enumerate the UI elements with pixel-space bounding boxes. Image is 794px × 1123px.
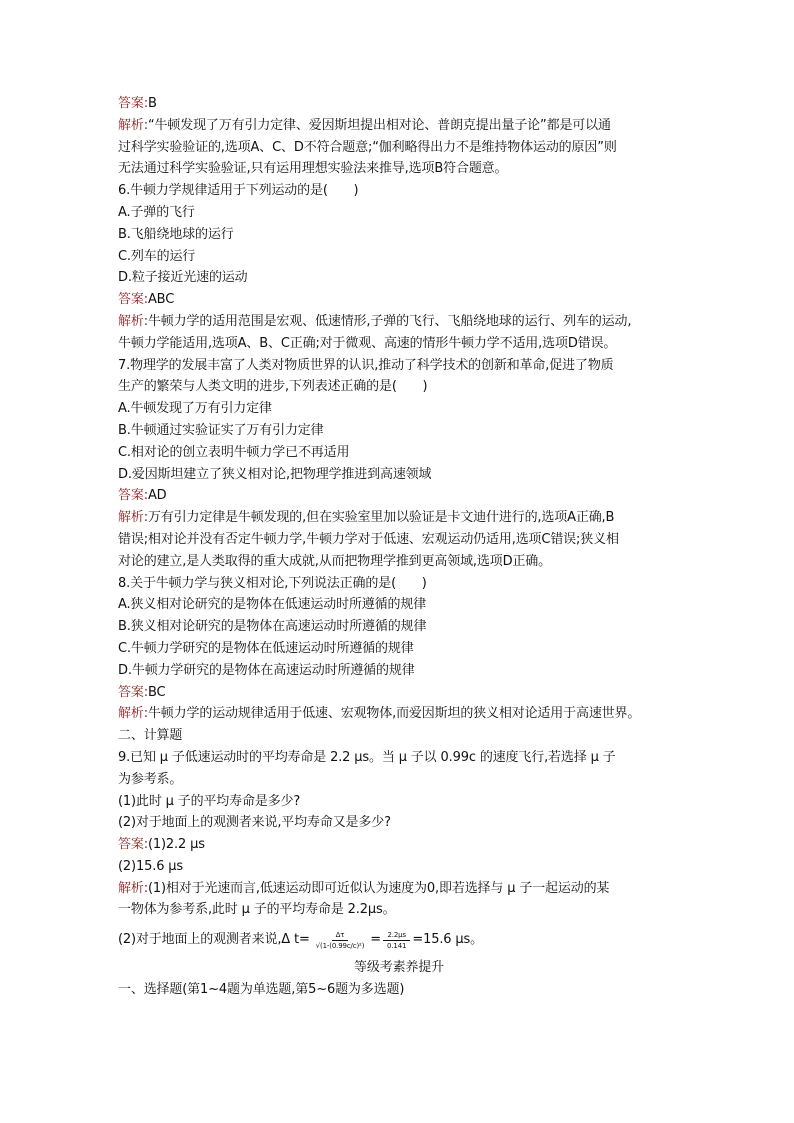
text-line: [118, 529, 680, 551]
analysis-label: 解析:: [118, 313, 148, 329]
text-line: [118, 856, 680, 878]
text-line: [118, 333, 680, 355]
text-line: [118, 246, 680, 268]
line-text: B.飞船绕地球的运行: [118, 226, 234, 242]
analysis-label: 解析:: [118, 706, 148, 722]
text-line: [118, 769, 680, 791]
answer-label: 答案:: [118, 837, 148, 853]
text-line: [118, 398, 680, 420]
text-line: [118, 115, 680, 137]
text-line: [118, 507, 680, 529]
text-line: [118, 464, 680, 486]
text-line: [118, 180, 680, 202]
line-text: (1)相对于光速而言,低速运动即可近似认为速度为0,即若选择与 μ 子一起运动的某: [147, 880, 610, 896]
document-body: [118, 93, 680, 921]
text-line: [118, 594, 680, 616]
formula-lead: (2)对于地面上的观测者来说,Δ t=: [118, 932, 310, 948]
text-line: [118, 638, 680, 660]
formula-line: [118, 923, 680, 957]
text-line: [118, 442, 680, 464]
text-line: [118, 899, 680, 921]
text-line: [118, 137, 680, 159]
text-line: [118, 93, 680, 115]
document-page: [118, 93, 680, 1001]
line-text: C.牛顿力学研究的是物体在低速运动时所遵循的规律: [118, 640, 414, 656]
text-line: [118, 289, 680, 311]
line-text: A.子弹的飞行: [118, 204, 195, 220]
line-text: A.牛顿发现了万有引力定律: [118, 401, 272, 417]
line-text: 无法通过科学实验验证,只有运用理想实验法来推导,选项B符合题意。: [118, 161, 508, 177]
text-line: [118, 616, 680, 638]
line-text: B.狭义相对论研究的是物体在高速运动时所遵循的规律: [118, 619, 427, 635]
formula-equals: =: [370, 932, 382, 948]
text-line: [118, 725, 680, 747]
line-text: 为参考系。: [118, 771, 183, 787]
line-text: C.相对论的创立表明牛顿力学已不再适用: [118, 444, 350, 460]
text-line: [118, 311, 680, 333]
text-line: [118, 878, 680, 900]
line-text: (1)2.2 μs: [147, 837, 205, 853]
line-text: D.粒子接近光速的运动: [118, 270, 248, 286]
line-text: B.牛顿通过实验证实了万有引力定律: [118, 422, 324, 438]
section-heading: 一、选择题(第1~4题为单选题,第5~6题为多选题): [118, 982, 405, 998]
formula-fraction-1: [312, 930, 369, 951]
line-text: D.牛顿力学研究的是物体在高速运动时所遵循的规律: [118, 662, 415, 678]
analysis-label: 解析:: [118, 510, 148, 526]
line-text: A.狭义相对论研究的是物体在低速运动时所遵循的规律: [118, 597, 427, 613]
formula-denominator-2: 0.141: [387, 941, 407, 950]
text-line: [118, 224, 680, 246]
line-text: BC: [147, 684, 166, 700]
line-text: 牛顿力学能适用,选项A、B、C正确;对于微观、高速的情形牛顿力学不适用,选项D错误。: [118, 335, 617, 351]
text-line: [118, 485, 680, 507]
line-text: 8.关于牛顿力学与狭义相对论,下列说法正确的是( ): [118, 575, 427, 591]
answer-label: 答案:: [118, 684, 148, 700]
analysis-label: 解析:: [118, 880, 148, 896]
line-text: (1)此时 μ 子的平均寿命是多少?: [118, 793, 301, 809]
formula-denominator-1: √(1-(0.99c/c)²): [315, 941, 365, 950]
answer-label: 答案:: [118, 292, 148, 308]
line-text: D.爱因斯坦建立了狭义相对论,把物理学推进到高速领域: [118, 466, 432, 482]
line-text: 生产的繁荣与人类文明的进步,下列表述正确的是( ): [118, 379, 428, 395]
line-text: 过科学实验验证的,选项A、C、D不符合题意;“伽利略得出力不是维持物体运动的原因”则: [118, 139, 617, 155]
line-text: 二、计算题: [118, 728, 183, 744]
line-text: 牛顿力学的适用范围是宏观、低速情形,子弹的飞行、飞船绕地球的运行、列车的运动,: [147, 313, 632, 329]
line-text: 错误;相对论并没有否定牛顿力学,牛顿力学对于低速、宏观运动仍适用,选项C错误;狭义相: [118, 531, 619, 547]
text-line: [118, 660, 680, 682]
line-text: ABC: [147, 292, 175, 308]
line-text: 6.牛顿力学规律适用于下列运动的是( ): [118, 183, 359, 199]
line-text: “牛顿发现了万有引力定律、爱因斯坦提出相对论、普朗克提出量子论”都是可以通: [147, 117, 611, 133]
line-text: 一物体为参考系,此时 μ 子的平均寿命是 2.2μs。: [118, 902, 396, 918]
formula-numerator-1: Δτ: [332, 930, 349, 941]
text-line: [118, 682, 680, 704]
text-line: [118, 834, 680, 856]
line-text: 9.已知 μ 子低速运动时的平均寿命是 2.2 μs。当 μ 子以 0.99c 的速度飞行,若选择 μ 子: [118, 749, 616, 765]
text-line: [118, 812, 680, 834]
text-line: [118, 573, 680, 595]
text-line: [118, 202, 680, 224]
line-text: (2)15.6 μs: [118, 858, 184, 874]
line-text: C.列车的运行: [118, 248, 196, 264]
text-line: [118, 267, 680, 289]
answer-label: 答案:: [118, 488, 148, 504]
text-line: [118, 747, 680, 769]
line-text: 7.物理学的发展丰富了人类对物质世界的认识,推动了科学技术的创新和革命,促进了物质: [118, 357, 614, 373]
text-line: [118, 376, 680, 398]
line-text: 牛顿力学的运动规律适用于低速、宏观物体,而爱因斯坦的狭义相对论适用于高速世界。: [147, 706, 641, 722]
section-title: 等级考素养提升: [354, 960, 444, 976]
text-line: [118, 355, 680, 377]
text-line: [118, 420, 680, 442]
analysis-label: 解析:: [118, 117, 148, 133]
formula-fraction-2: [383, 930, 410, 951]
line-text: B: [147, 96, 157, 111]
text-line: [118, 703, 680, 725]
line-text: 万有引力定律是牛顿发现的,但在实验室里加以验证是卡文迪什进行的,选项A正确,B: [147, 510, 615, 526]
answer-label: 答案:: [118, 96, 148, 111]
text-line: [118, 158, 680, 180]
text-line: [118, 791, 680, 813]
formula-numerator-2: 2.2μs: [383, 930, 409, 941]
line-text: AD: [147, 488, 167, 504]
text-line: [118, 551, 680, 573]
formula-tail: =15.6 μs。: [412, 932, 483, 948]
line-text: (2)对于地面上的观测者来说,平均寿命又是多少?: [118, 815, 391, 831]
line-text: 对论的建立,是人类取得的重大成就,从而把物理学推到更高领域,选项D正确。: [118, 553, 552, 569]
